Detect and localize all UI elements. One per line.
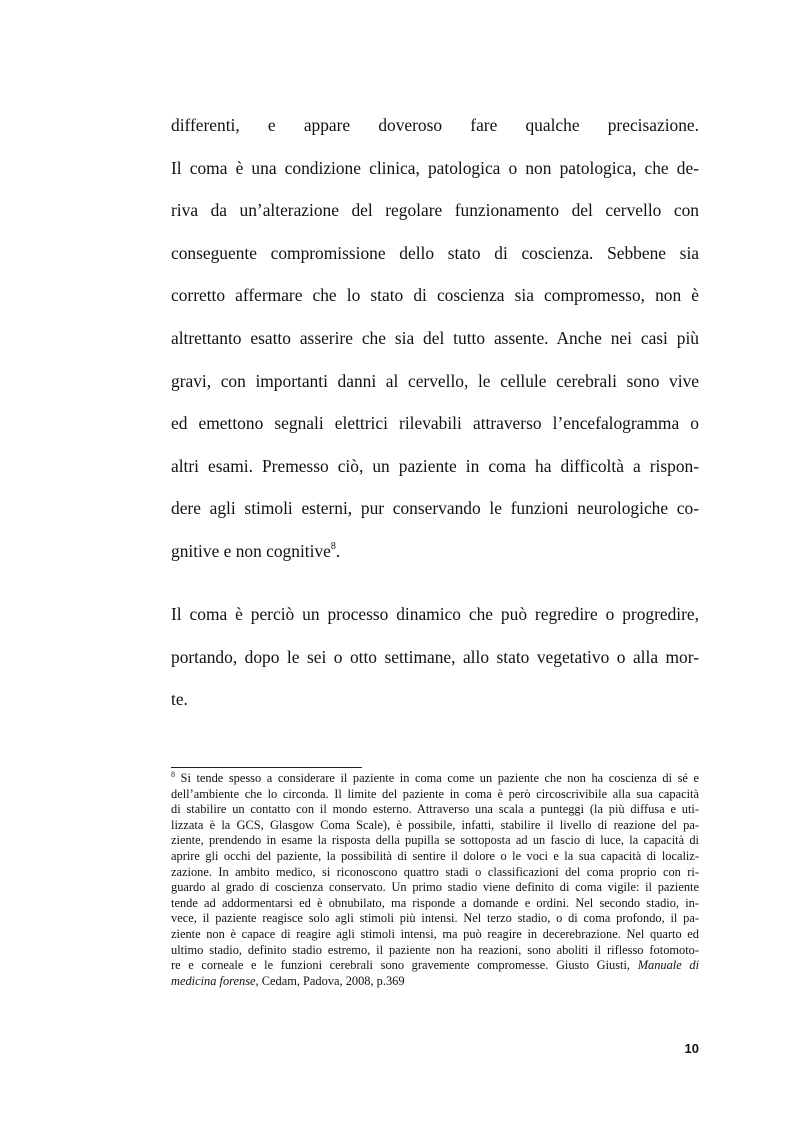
book-title: Manuale di (637, 958, 700, 973)
page-number: 10 (684, 1041, 699, 1056)
citation-details: , Cedam, Padova, 2008, p.369 (255, 973, 405, 988)
text-line: corretto affermare che lo stato di coscienza sia compromesso, non è (171, 285, 699, 306)
footnote-separator (171, 767, 362, 768)
footnote-line (171, 771, 699, 787)
text-line-content: gnitive e non cognitive (171, 540, 331, 561)
text-line: te. (171, 689, 188, 710)
footnote-line: ultimo stadio, definito stadio estremo, il paziente non ha reazioni, sono aboliti il riflesso fotomoto- (171, 942, 699, 957)
footnote-line (171, 974, 699, 990)
text-line: altrettanto esatto asserire che sia del tutto assente. Anche nei casi più (171, 327, 699, 348)
footnote-reference[interactable]: 8 (330, 540, 336, 552)
footnote-line: aprire gli occhi del paziente, la possibilità di sentire il dolore o le voci e la sua capacità di localiz- (171, 848, 699, 863)
text-line: dere agli stimoli esterni, pur conservando le funzioni neurologiche co- (171, 498, 699, 519)
text-line-end: . (335, 540, 341, 561)
text-line: gravi, con importanti danni al cervello, le cellule cerebrali sono vive (171, 370, 699, 391)
text-line: portando, dopo le sei o otto settimane, allo stato vegetativo o alla mor- (171, 646, 699, 667)
text-line: differenti, e appare doveroso fare qualche precisazione. (171, 115, 699, 135)
footnote-line: lizzata è la GCS, Glasgow Coma Scale), è possibile, infatti, stabilire il livello di reazione del pa- (171, 817, 699, 832)
text-line: Il coma è una condizione clinica, patologica o non patologica, che de- (171, 157, 699, 178)
text-line: altri esami. Premesso ciò, un paziente in coma ha difficoltà a rispon- (171, 455, 699, 476)
footnote-line-text: Si tende spesso a considerare il paziente in coma come un paziente che non ha coscienza di sé e (175, 771, 699, 785)
text-line: Il coma è perciò un processo dinamico che può regredire o progredire, (171, 604, 699, 624)
body-paragraph-2 (171, 593, 699, 721)
footnote-8 (171, 771, 699, 989)
text-line: conseguente compromissione dello stato di coscienza. Sebbene sia (171, 242, 699, 263)
book-title: medicina forense (171, 973, 256, 988)
body-paragraph-1 (171, 104, 699, 573)
text-line: ed emettono segnali elettrici rilevabili attraverso l’encefalogramma o (171, 413, 699, 434)
footnote-line: dell’ambiente che lo circonda. Il limite del paziente in coma è però circoscrivibile alla sua capacità (171, 786, 699, 801)
text-line: riva da un’alterazione del regolare funzionamento del cervello con (171, 200, 699, 221)
footnote-line: zazione. In ambito medico, si riconoscono quattro stadi o classificazioni del coma proprio con ri- (171, 864, 699, 879)
footnote-line: vece, il paziente reagisce solo agli stimoli più intensi. Nel terzo stadio, o di coma profondo, il pa- (171, 911, 699, 926)
footnote-line: tende ad addormentarsi ed è obnubilato, ma risponde a domande e ordini. Nel secondo stadio, in- (171, 895, 699, 910)
footnote-number: 8 (171, 770, 175, 779)
footnote-line: guardo al grado di coscienza conservato. Un primo stadio viene definito di coma vigile: il paziente (171, 880, 699, 895)
footnote-line (171, 958, 699, 974)
footnote-line: ziente non è capace di reagire agli stimoli intensi, ma può reagire in decerebrazione. Nel quarto ed (171, 926, 699, 941)
footnote-line-text: re e corneale e le funzioni cerebrali sono gravemente compromesse. Giusto Giusti, (171, 958, 638, 973)
text-line (171, 530, 699, 573)
footnote-line: di stabilire un contatto con il mondo esterno. Attraverso una scala a punteggi (la più diffusa e uti- (171, 802, 699, 817)
footnote-line: ziente, prendendo in esame la risposta della pupilla se sottoposta ad un fascio di luce, la capacità di (171, 833, 699, 848)
